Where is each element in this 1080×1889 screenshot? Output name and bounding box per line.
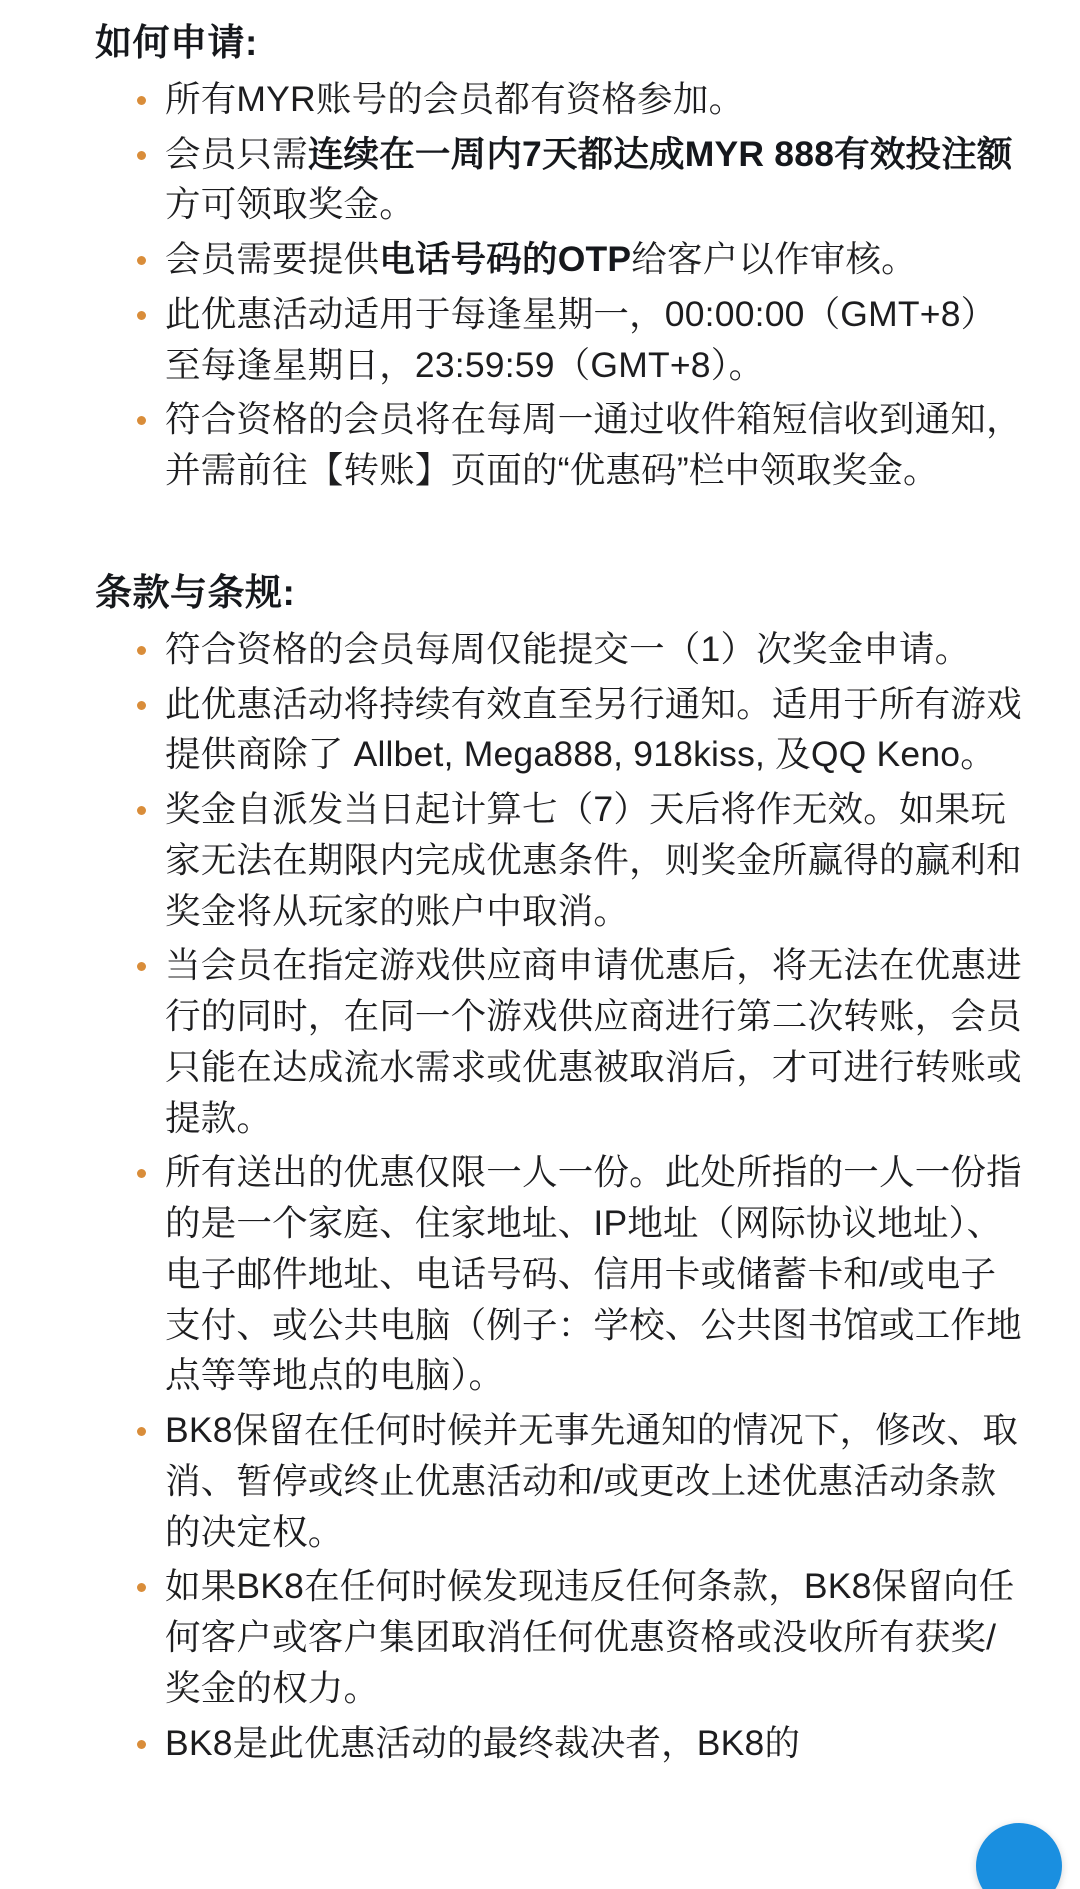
section-heading-how-to-apply: 如何申请:: [95, 22, 258, 63]
section-divider-space: [40, 500, 1040, 510]
list-item: 会员只需连续在一周内7天都达成MYR 888有效投注额方可领取奖金。: [135, 129, 1040, 231]
list-item: 符合资格的会员将在每周一通过收件箱短信收到通知，并需前往【转账】页面的“优惠码”栏中领取奖金。: [135, 394, 1040, 496]
list-item: 奖金自派发当日起计算七（7）天后将作无效。如果玩家无法在期限内完成优惠条件，则奖金所赢得的赢利和奖金将从玩家的账户中取消。: [135, 784, 1040, 936]
list-item: BK8保留在任何时候并无事先通知的情况下，修改、取消、暂停或终止优惠活动和/或更改上述优惠活动条款的决定权。: [135, 1405, 1040, 1557]
terms-and-conditions-list: [40, 624, 1040, 1769]
how-to-apply-list: [40, 74, 1040, 496]
list-item: 会员需要提供电话号码的OTP给客户以作审核。: [135, 234, 1040, 285]
list-item: 所有送出的优惠仅限一人一份。此处所指的一人一份指的是一个家庭、住家地址、IP地址（网际协议地址）、电子邮件地址、电话号码、信用卡或储蓄卡和/或电子支付、或公共电脑（例子：学校、公共图书馆或工作地点等等地点的电脑）。: [135, 1147, 1040, 1401]
list-item: 所有MYR账号的会员都有资格参加。: [135, 74, 1040, 125]
live-chat-icon[interactable]: [976, 1823, 1062, 1889]
list-item: BK8是此优惠活动的最终裁决者，BK8的: [135, 1718, 1040, 1769]
list-item: 如果BK8在任何时候发现违反任何条款，BK8保留向任何客户或客户集团取消任何优惠资格或没收所有获奖/奖金的权力。: [135, 1561, 1040, 1713]
list-item: 符合资格的会员每周仅能提交一（1）次奖金申请。: [135, 624, 1040, 675]
section-heading-terms-and-conditions: 条款与条规:: [95, 571, 296, 613]
list-item: 此优惠活动适用于每逢星期一，00:00:00（GMT+8）至每逢星期日，23:59:59（GMT+8）。: [135, 289, 1040, 391]
list-item: 当会员在指定游戏供应商申请优惠后，将无法在优惠进行的同时，在同一个游戏供应商进行第二次转账，会员只能在达成流水需求或优惠被取消后，才可进行转账或提款。: [135, 940, 1040, 1143]
list-item: 此优惠活动将持续有效直至另行通知。适用于所有游戏提供商除了 Allbet, Mega888, 918kiss, 及QQ Keno。: [135, 679, 1040, 781]
